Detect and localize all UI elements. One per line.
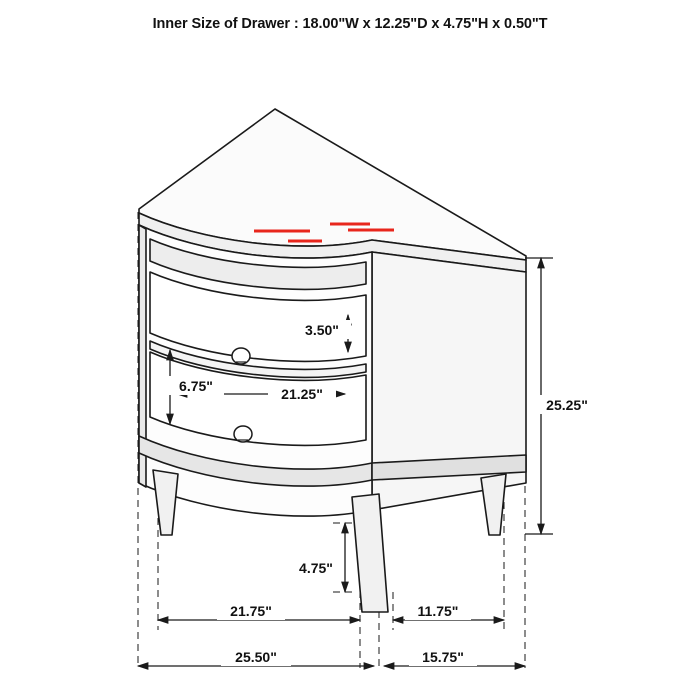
dimension-overall-depth: 15.75": [422, 649, 464, 665]
dimension-drawer-gap-height: 3.50": [305, 322, 339, 338]
dimension-drawer-height: 6.75": [179, 378, 213, 394]
nightstand-body: [139, 109, 526, 612]
dimension-side-depth: 11.75": [417, 603, 459, 619]
page-title: Inner Size of Drawer : 18.00"W x 12.25"D x 4.75"H x 0.50"T: [152, 16, 548, 32]
dimension-overall-width: 25.50": [235, 649, 277, 665]
dimension-total-height: 25.25": [546, 397, 588, 413]
dimension-leg-height: 4.75": [299, 560, 333, 576]
dimension-drawer-width: 21.25": [281, 386, 323, 402]
dimension-front-width: 21.75": [230, 603, 272, 619]
